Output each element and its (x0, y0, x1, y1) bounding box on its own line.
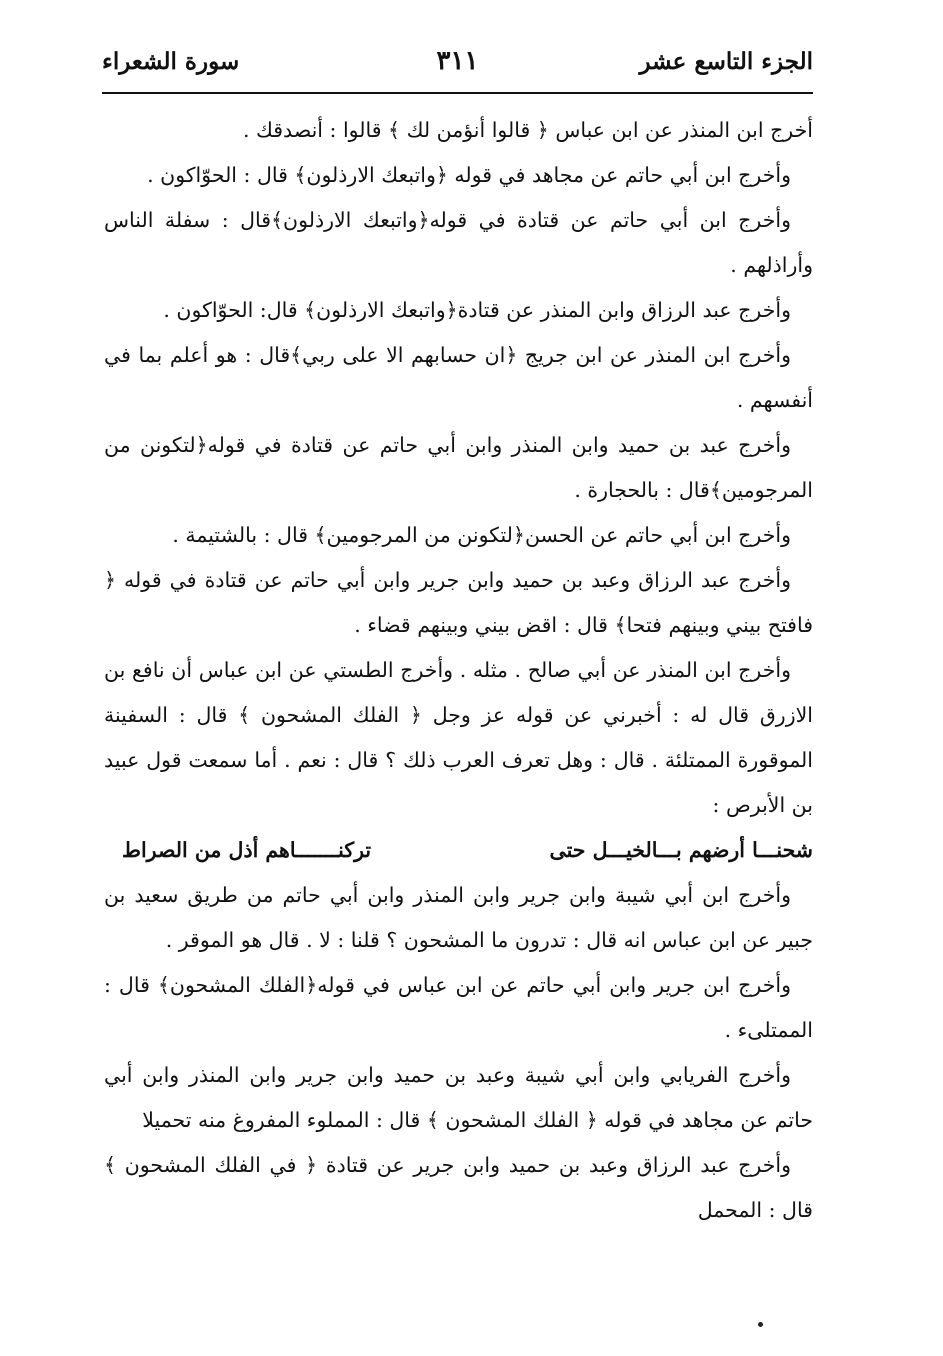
paragraph: وأخرج عبد بن حميد وابن المنذر وابن أبي حاتم عن قتادة في قوله﴿لتكونن من المرجومين﴾قال : بالحجارة . (104, 433, 813, 502)
paragraph: وأخرج ابن المنذر عن ابن جريج ﴿ان حسابهم الا على ربي﴾قال : هو أعلم بما في أنفسهم . (104, 343, 813, 412)
paragraph: وأخرج الفريابي وابن أبي شيبة وعبد بن حميد وابن جرير وابن المنذر وابن أبي حاتم عن مجاهد في قوله ﴿ الفلك المشحون ﴾ قال : المملوء المفروغ منه تحميلا (104, 1063, 813, 1132)
verse-second-hemistich: تركنـــــــاهم أذل من الصراط (122, 838, 372, 862)
paragraph: أخرج ابن المنذر عن ابن عباس ﴿ قالوا أنؤمن لك ﴾ قالوا : أنصدقك . (242, 118, 813, 142)
body-text (104, 108, 813, 1233)
poetry-verse (104, 828, 813, 873)
paragraph: وأخرج ابن أبي شيبة وابن جرير وابن المنذر وابن أبي حاتم من طريق سعيد بن جبير عن ابن عباس انه قال : تدرون ما المشحون ؟ قلنا : لا . قال هو الموقر . (104, 883, 813, 952)
surah-title: سورة الشعراء (102, 48, 240, 75)
paragraph: وأخرج ابن أبي حاتم عن مجاهد في قوله ﴿واتبعك الارذلون﴾ قال : الحوّاكون . (147, 163, 791, 187)
paragraph: وأخرج ابن أبي حاتم عن الحسن﴿لتكونن من المرجومين﴾ قال : بالشتيمة . (172, 523, 791, 547)
page-number: ٣١١ (436, 46, 479, 76)
paragraph: وأخرج عبد الرزاق وابن المنذر عن قتادة﴿واتبعك الارذلون﴾ قال: الحوّاكون . (163, 298, 791, 322)
running-header (102, 44, 813, 84)
header-rule (102, 92, 813, 94)
paragraph: وأخرج ابن المنذر عن أبي صالح . مثله . وأخرج الطستي عن ابن عباس أن نافع بن الازرق قال له : أخبرني عن قوله عز وجل ﴿ الفلك المشحون ﴾ قال : السفينة الموقورة الممتلئة . قال : وهل تعرف العرب ذلك ؟ قال : نعم . أما سمعت قول عبيد بن الأبرص : (104, 658, 813, 817)
paragraph: وأخرج عبد الرزاق وعبد بن حميد وابن جرير وابن أبي حاتم عن قتادة في قوله ﴿ فافتح بيني وبينهم فتحا﴾ قال : اقض بيني وبينهم قضاء . (104, 568, 813, 637)
paragraph: وأخرج عبد الرزاق وعبد بن حميد وابن جرير عن قتادة ﴿ في الفلك المشحون ﴾ قال : المحمل (104, 1153, 813, 1222)
paragraph: وأخرج ابن جرير وابن أبي حاتم عن ابن عباس في قوله﴿الفلك المشحون﴾ قال : الممتلىء . (104, 973, 813, 1042)
paragraph: وأخرج ابن أبي حاتم عن قتادة في قوله﴿واتبعك الارذلون﴾قال : سفلة الناس وأراذلهم . (104, 208, 813, 277)
juz-title: الجزء التاسع عشر (639, 48, 813, 75)
verse-first-hemistich: شحنـــا أرضهم بـــالخيـــل حتى (549, 838, 813, 862)
print-speck (758, 1322, 763, 1327)
